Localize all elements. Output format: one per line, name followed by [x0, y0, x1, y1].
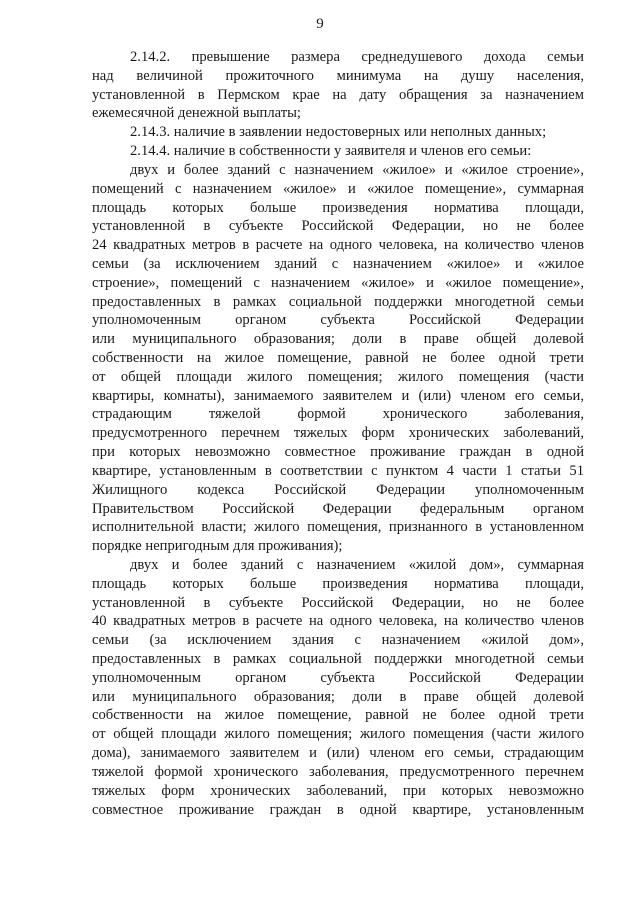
text-line: от общей площади жилого помещения; жилого помещения (части жилого: [92, 726, 584, 743]
text-line: установленной в субъекте Российской Федерации, но не более: [92, 594, 584, 611]
page-number: 9: [316, 16, 324, 32]
document-body-text: [92, 48, 584, 819]
text-line: семьи (за исключением здания с назначением «жилой дом»,: [92, 632, 584, 649]
text-line: предоставленных в рамках социальной поддержки многодетной семьи: [92, 293, 584, 310]
text-line: Правительством Российской Федерации федеральным органом: [92, 500, 584, 517]
text-line: исполнительной власти; жилого помещения, признанного в установленном: [92, 519, 584, 536]
text-line: или муниципального образования; доли в праве общей долевой: [92, 331, 584, 348]
text-line: совместное проживание граждан в одной квартире, установленным: [92, 801, 584, 818]
text-line: тяжелых форм хронических заболеваний, при которых невозможно: [92, 782, 584, 799]
text-line: установленной в Пермском крае на дату обращения за назначением: [92, 86, 584, 103]
text-line: уполномоченным органом субъекта Российской Федерации: [92, 669, 584, 686]
text-line: собственности на жилое помещение, равной не более одной трети: [92, 350, 584, 366]
text-line: 2.14.2. превышение размера среднедушевого дохода семьи: [130, 49, 584, 65]
text-line: квартиры, комнаты), занимаемого заявителем и (или) членом его семьи,: [92, 387, 584, 404]
text-line: собственности на жилое помещение, равной не более одной трети: [92, 707, 584, 724]
text-line: страдающим тяжелой формой хронического заболевания,: [92, 406, 584, 423]
text-line: 40 квадратных метров в расчете на одного человека, на количество членов: [92, 613, 584, 630]
text-line: строение», помещений с назначением «жилое» и «жилое помещение»,: [92, 274, 584, 291]
text-line: 2.14.4. наличие в собственности у заявителя и членов его семьи:: [130, 143, 532, 160]
text-line: ежемесячной денежной выплаты;: [92, 105, 301, 122]
text-line: установленной в субъекте Российской Федерации, но не более: [92, 218, 584, 235]
text-line: над величиной прожиточного минимума на душу населения,: [92, 67, 584, 84]
text-line: 2.14.3. наличие в заявлении недостоверных или неполных данных;: [130, 124, 547, 141]
text-line: площадь которых больше произведения норматива площади,: [92, 199, 584, 216]
text-line: при которых невозможно совместное проживание граждан в одной: [92, 444, 584, 461]
text-line: уполномоченным органом субъекта Российской Федерации: [92, 312, 584, 329]
text-line: двух и более зданий с назначением «жилое» и «жилое строение»,: [130, 161, 584, 178]
text-line: Жилищного кодекса Российской Федерации уполномоченным: [92, 481, 584, 498]
text-line: от общей площади жилого помещения; жилого помещения (части: [92, 368, 584, 385]
text-line: площадь которых больше произведения норматива площади,: [92, 575, 584, 592]
text-line: помещений с назначением «жилое» и «жилое помещение», суммарная: [92, 180, 584, 197]
text-line: предоставленных в рамках социальной поддержки многодетной семьи: [92, 651, 584, 667]
text-line: двух и более зданий с назначением «жилой дом», суммарная: [130, 556, 584, 573]
text-line: семьи (за исключением зданий с назначением «жилое» и «жилое: [92, 255, 584, 272]
text-line: тяжелой формой хронического заболевания, предусмотренного перечнем: [92, 763, 584, 780]
text-line: или муниципального образования; доли в праве общей долевой: [92, 688, 584, 705]
text-line: 24 квадратных метров в расчете на одного человека, на количество членов: [92, 237, 584, 254]
text-line: дома), занимаемого заявителем и (или) членом его семьи, страдающим: [92, 745, 584, 762]
text-line: предусмотренного перечнем тяжелых форм хронических заболеваний,: [92, 425, 584, 442]
text-line: порядке непригодным для проживания);: [92, 538, 343, 555]
text-line: квартире, установленным в соответствии с пунктом 4 части 1 статьи 51: [92, 462, 584, 479]
